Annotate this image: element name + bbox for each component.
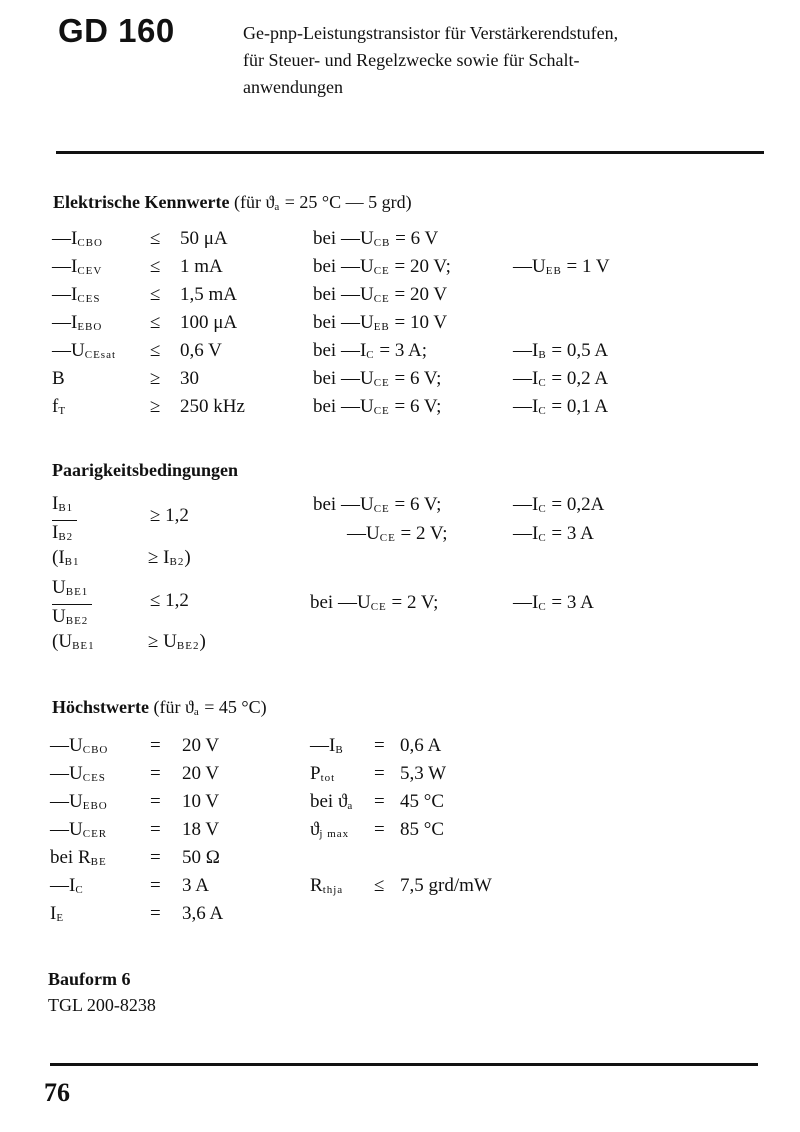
condition: bei —UCE = 20 V; [313,256,451,277]
condition: bei —UCE = 6 V; [313,396,442,417]
heading-text: = 45 °C) [199,697,267,717]
frac-den-sub: B2 [58,531,74,543]
tgl-standard: TGL 200-8238 [48,995,156,1015]
condition: bei —UCE = 6 V; [313,368,442,389]
relation: = [150,847,161,868]
param-symbol: —IC [50,875,84,896]
relation: = [150,903,161,924]
section-heading-pairing [52,460,238,481]
divider-bottom [50,1063,758,1066]
note-ube-rel: ≥ UBE2) [148,631,206,652]
frac2-relation: ≤ 1,2 [150,590,189,611]
table-row [0,760,800,788]
table-row [0,872,800,900]
value: 1,5 mA [180,284,237,305]
condition-extra: —UEB = 1 V [513,256,610,277]
table-row [0,281,800,309]
frac-den: I [52,522,59,543]
param-symbol: —ICEV [52,256,103,277]
param-symbol: —ICBO [52,228,103,249]
value: 3,6 A [182,903,224,924]
param-symbol: —UCER [50,819,108,840]
frac-den: U [52,606,66,627]
param-symbol: —UCES [50,763,106,784]
page-number: 76 [44,1078,70,1107]
relation: ≤ [150,256,161,277]
condition: bei —IC = 3 A; [313,340,428,361]
relation: = [150,819,161,840]
frac1-condition-a: bei —UCE = 6 V; [313,494,442,515]
param-symbol: IE [50,903,65,924]
table-row [0,844,300,872]
param-symbol: —UCEsat [52,340,117,361]
frac1-condition-a-ic: —IC = 0,2A [513,494,605,515]
table-row [0,253,800,281]
section-heading-electrical [53,192,412,213]
table-row [0,732,800,760]
param-symbol: —UEBO [50,791,108,812]
value: 50 Ω [182,847,220,868]
heading-text: (für ϑ [148,697,194,717]
relation: = [374,735,385,756]
frac-num-sub: BE1 [65,586,89,598]
value: 10 V [182,791,220,812]
param-symbol: bei ϑa [310,791,354,812]
heading-sub: a [274,201,281,213]
value: 0,6 V [180,340,222,361]
param-symbol: bei RBE [50,847,107,868]
description-line: anwendungen [243,77,343,97]
value: 3 A [182,875,209,896]
relation: = [150,791,161,812]
value: 20 V [182,735,220,756]
bauform-block [48,966,156,1018]
relation: ≤ [150,340,161,361]
table-row [0,365,800,393]
table-row [0,393,800,421]
param-symbol: Ptot [310,763,336,784]
frac-num: U [52,577,66,598]
relation: ≤ [150,228,161,249]
heading-bold: Elektrische Kennwerte [53,192,230,212]
description-line: Ge-pnp-Leistungstransistor für Verstärkerendstufen, [243,23,619,43]
frac-num-sub: B1 [58,502,74,514]
relation: ≥ [150,396,161,417]
frac1-condition-b: —UCE = 2 V; [347,523,448,544]
fraction-ib1-ib2 [52,492,77,549]
value: 5,3 W [400,763,447,784]
relation: = [150,735,161,756]
value: 250 kHz [180,396,245,417]
table-row [0,900,300,928]
table-row [0,337,800,365]
relation: = [374,791,385,812]
value: 100 μA [180,312,238,333]
value: 85 °C [400,819,445,840]
param-symbol: —UCBO [50,735,109,756]
table-row [0,788,800,816]
page-title: GD 160 [58,12,175,49]
frac-den-sub: BE2 [65,615,89,627]
param-symbol: —IEBO [52,312,103,333]
param-symbol: B [52,368,65,389]
param-symbol: ϑj max [310,819,350,840]
relation: = [374,819,385,840]
value: 7,5 grd/mW [400,875,492,896]
relation: = [374,763,385,784]
condition-extra: —IB = 0,5 A [513,340,609,361]
value: 1 mA [180,256,223,277]
description [243,20,783,101]
table-row [0,225,800,253]
heading-bold: Paarigkeitsbedingungen [52,460,239,480]
heading-text: = 25 °C — 5 grd) [280,192,412,212]
param-symbol: fT [52,396,67,417]
value: 0,6 A [400,735,442,756]
value: 20 V [182,763,220,784]
heading-bold: Höchstwerte [52,697,149,717]
value: 50 μA [180,228,228,249]
note-ib: (IB1 [52,547,80,568]
table-row [0,816,800,844]
table-row [0,309,800,337]
param-symbol: —IB [310,735,344,756]
condition: bei —UCE = 20 V [313,284,448,305]
relation: ≥ [150,368,161,389]
value: 45 °C [400,791,445,812]
heading-sub: a [193,706,200,718]
frac2-condition: bei —UCE = 2 V; [310,592,439,613]
bauform: Bauform 6 [48,969,131,989]
condition: bei —UCB = 6 V [313,228,439,249]
divider-top [56,151,764,154]
relation: = [150,875,161,896]
fraction-ube1-ube2 [52,576,92,633]
relation: ≤ [150,312,161,333]
value: 30 [180,368,199,389]
section-heading-max-ratings [52,697,267,718]
note-ube: (UBE1 [52,631,95,652]
frac2-condition-ic: —IC = 3 A [513,592,594,613]
description-line: für Steuer- und Regelzwecke sowie für Schalt- [243,50,580,70]
note-ib-rel: ≥ IB2) [148,547,191,568]
frac-num: I [52,493,59,514]
param-symbol: Rthja [310,875,344,896]
frac1-relation: ≥ 1,2 [150,505,189,526]
heading-text: (für ϑ [229,192,275,212]
condition: bei —UEB = 10 V [313,312,448,333]
relation: ≤ [374,875,385,896]
param-symbol: —ICES [52,284,101,305]
condition-extra: —IC = 0,1 A [513,396,609,417]
condition-extra: —IC = 0,2 A [513,368,609,389]
value: 18 V [182,819,220,840]
frac1-condition-b-ic: —IC = 3 A [513,523,594,544]
relation: = [150,763,161,784]
relation: ≤ [150,284,161,305]
